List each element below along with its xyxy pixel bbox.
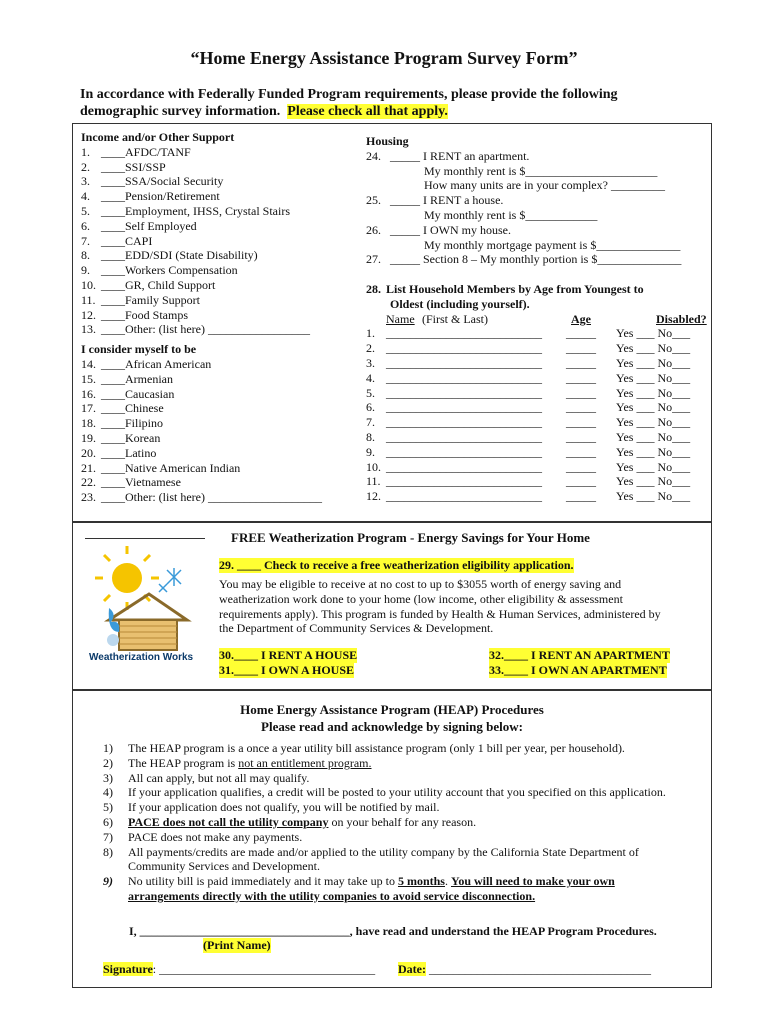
form-title: “Home Energy Assistance Program Survey Form” bbox=[190, 48, 578, 68]
disabled-field[interactable]: Yes ___ No___ bbox=[616, 474, 691, 489]
name-field[interactable]: __________________________ bbox=[386, 385, 542, 400]
procedure-item bbox=[103, 800, 666, 815]
intro-line-1: In accordance with Federally Funded Program requirements, please provide the following bbox=[80, 87, 618, 102]
income-item[interactable] bbox=[81, 308, 322, 323]
signature-field[interactable]: : ____________________________________ bbox=[152, 962, 376, 976]
income-item[interactable] bbox=[81, 263, 322, 278]
disabled-field[interactable]: Yes ___ No___ bbox=[616, 326, 691, 341]
item-number: 1. bbox=[81, 144, 90, 159]
income-item[interactable] bbox=[81, 174, 322, 189]
household-row[interactable] bbox=[366, 429, 691, 445]
item-label: ____GR, Child Support bbox=[101, 277, 216, 292]
item-number: 4. bbox=[81, 189, 90, 204]
item-label: My monthly rent is $____________ bbox=[424, 207, 598, 222]
item-number: 2. bbox=[81, 159, 90, 174]
income-heading: Income and/or Other Support bbox=[81, 130, 235, 144]
housing-line[interactable] bbox=[366, 223, 681, 238]
income-item[interactable] bbox=[81, 160, 322, 175]
disabled-field[interactable]: Yes ___ No___ bbox=[616, 355, 691, 370]
disabled-field[interactable]: Yes ___ No___ bbox=[616, 400, 691, 415]
item-label: _____ I RENT an apartment. bbox=[390, 148, 530, 163]
procedure-number: 5) bbox=[103, 800, 113, 815]
row-number: 11. bbox=[366, 474, 381, 489]
item-number: 24. bbox=[366, 148, 381, 163]
name-field[interactable]: __________________________ bbox=[386, 355, 542, 370]
procedures-list bbox=[103, 741, 666, 904]
item-number: 19. bbox=[81, 430, 96, 445]
item-label: ____Self Employed bbox=[101, 218, 197, 233]
household-row[interactable] bbox=[366, 355, 691, 371]
procedures-heading: Home Energy Assistance Program (HEAP) Procedures bbox=[240, 702, 544, 717]
household-question-line-2: Oldest (including yourself). bbox=[390, 296, 530, 311]
income-item[interactable] bbox=[81, 248, 322, 263]
item-number: 21. bbox=[81, 460, 96, 475]
item-number: 6. bbox=[81, 218, 90, 233]
item-label: ____EDD/SDI (State Disability) bbox=[101, 248, 258, 263]
item-number: 13. bbox=[81, 322, 96, 337]
item-label: _____ I OWN my house. bbox=[390, 222, 511, 237]
row-number: 1. bbox=[366, 326, 375, 341]
item-number: 20. bbox=[81, 445, 96, 460]
ethnicity-item[interactable] bbox=[81, 475, 322, 490]
housing-line[interactable] bbox=[366, 208, 681, 223]
procedure-item bbox=[103, 874, 666, 889]
procedure-text: You will need to make your own bbox=[450, 874, 615, 889]
procedure-item bbox=[103, 830, 666, 845]
item-number: 16. bbox=[81, 386, 96, 401]
demographics-section bbox=[72, 123, 712, 523]
item-number: 11. bbox=[81, 292, 96, 307]
item-label: ____Chinese bbox=[101, 401, 164, 416]
household-row[interactable] bbox=[366, 385, 691, 401]
body-line: requirements apply). This program is funded by Health & Human Services, administered by bbox=[219, 606, 661, 621]
item-label: How many units are in your complex? _________ bbox=[424, 178, 665, 193]
body-line: You may be eligible to receive at no cost to up to $3055 worth of energy saving and bbox=[219, 577, 622, 591]
housing-heading: Housing bbox=[366, 134, 409, 148]
item-number: 26. bbox=[366, 222, 381, 237]
income-item[interactable] bbox=[81, 322, 322, 337]
procedure-text: 5 months bbox=[397, 874, 445, 889]
option-own-house[interactable]: 31.____ I OWN A HOUSE bbox=[219, 663, 355, 677]
date-row bbox=[398, 962, 651, 977]
ethnicity-item[interactable] bbox=[81, 431, 322, 446]
name-field[interactable]: __________________________ bbox=[386, 444, 542, 459]
item-label: ____Food Stamps bbox=[101, 307, 189, 322]
household-section bbox=[366, 282, 707, 504]
household-rows bbox=[366, 326, 691, 504]
procedure-item bbox=[103, 815, 666, 830]
row-number: 7. bbox=[366, 415, 375, 430]
item-label: ____CAPI bbox=[101, 233, 153, 248]
household-row[interactable] bbox=[366, 415, 691, 430]
item-label: ____Pension/Retirement bbox=[101, 189, 220, 204]
print-name-label: (Print Name) bbox=[203, 938, 271, 952]
procedure-number: 1) bbox=[103, 741, 113, 755]
item-number: 7. bbox=[81, 233, 90, 248]
housing-list bbox=[366, 149, 681, 267]
age-field[interactable]: _____ bbox=[566, 489, 596, 504]
disabled-field[interactable]: Yes ___ No___ bbox=[616, 341, 691, 356]
household-row[interactable] bbox=[366, 489, 691, 504]
item-number: 3. bbox=[81, 174, 90, 189]
item-label: ____Family Support bbox=[101, 292, 201, 307]
row-number: 9. bbox=[366, 444, 375, 459]
ethnicity-item[interactable] bbox=[81, 490, 322, 505]
procedure-text: The HEAP program is a once a year utility bill assistance program (only 1 bill per year, per household). bbox=[128, 741, 625, 755]
procedure-item bbox=[103, 859, 666, 874]
age-field[interactable]: _____ bbox=[566, 355, 596, 370]
disabled-field[interactable]: Yes ___ No___ bbox=[616, 370, 691, 385]
weatherization-heading: FREE Weatherization Program - Energy Savings for Your Home bbox=[231, 530, 590, 545]
logo-rule bbox=[85, 538, 205, 539]
row-number: 4. bbox=[366, 370, 375, 385]
name-field[interactable]: __________________________ bbox=[386, 459, 542, 474]
procedure-number: 2) bbox=[103, 755, 113, 770]
disabled-field[interactable]: Yes ___ No___ bbox=[616, 429, 691, 444]
body-line: weatherization work done to your home (low income, other eligibility & assessment bbox=[219, 591, 623, 606]
signature-label: Signature bbox=[103, 962, 153, 976]
procedures-subheading: Please read and acknowledge by signing below: bbox=[261, 719, 523, 734]
house-icon bbox=[109, 594, 187, 650]
item-number: 18. bbox=[81, 416, 96, 431]
housing-line[interactable] bbox=[366, 238, 681, 253]
weatherization-logo bbox=[87, 544, 207, 664]
logo-caption: Weatherization Works bbox=[89, 652, 194, 663]
item-label: ____Korean bbox=[101, 430, 161, 445]
row-number: 2. bbox=[366, 341, 375, 356]
intro-text bbox=[80, 86, 618, 120]
item-label: ____Other: (list here) ___________________ bbox=[101, 490, 322, 505]
name-field[interactable]: __________________________ bbox=[386, 341, 542, 356]
disabled-field[interactable]: Yes ___ No___ bbox=[616, 489, 691, 504]
ethnicity-heading: I consider myself to be bbox=[81, 342, 197, 357]
income-item[interactable] bbox=[81, 234, 322, 249]
procedure-number: 9) bbox=[103, 874, 113, 889]
procedure-text: not an entitlement program. bbox=[238, 755, 372, 770]
housing-line[interactable] bbox=[366, 178, 681, 193]
item-label: ____Latino bbox=[101, 445, 157, 460]
row-number: 8. bbox=[366, 429, 375, 444]
procedure-number: 7) bbox=[103, 829, 113, 844]
disabled-field[interactable]: Yes ___ No___ bbox=[616, 415, 691, 430]
procedure-text: All payments/credits are made and/or applied to the utility company by the California State Department of bbox=[128, 844, 639, 859]
item-number: 27. bbox=[366, 252, 381, 267]
item-number: 8. bbox=[81, 248, 90, 263]
item-label: ____Workers Compensation bbox=[101, 263, 238, 278]
col-age-header: Age bbox=[571, 311, 591, 326]
age-field[interactable]: _____ bbox=[566, 444, 596, 459]
row-number: 6. bbox=[366, 400, 375, 415]
household-row[interactable] bbox=[366, 474, 691, 489]
sun-icon bbox=[95, 546, 159, 610]
body-line: the Department of Community Services & Development. bbox=[219, 621, 494, 636]
col-disabled-header: Disabled? bbox=[656, 311, 707, 326]
item-label: ____Other: (list here) _________________ bbox=[101, 322, 310, 337]
housing-section bbox=[366, 134, 681, 267]
option-own-apartment[interactable]: 33.____ I OWN AN APARTMENT bbox=[489, 663, 667, 677]
income-item[interactable] bbox=[81, 278, 322, 293]
item-number: 10. bbox=[81, 277, 96, 292]
procedure-text: PACE does not make any payments. bbox=[128, 829, 303, 844]
age-field[interactable]: _____ bbox=[566, 385, 596, 400]
ethnicity-item[interactable] bbox=[81, 372, 322, 387]
age-field[interactable]: _____ bbox=[566, 400, 596, 415]
income-item[interactable] bbox=[81, 219, 322, 234]
acknowledgement: I, ___________________________________, have read and understand the HEAP Program Procedures. bbox=[129, 924, 657, 938]
age-field[interactable]: _____ bbox=[566, 370, 596, 385]
procedure-item bbox=[103, 889, 666, 904]
housing-line[interactable] bbox=[366, 252, 681, 267]
disabled-field[interactable]: Yes ___ No___ bbox=[616, 385, 691, 400]
col-name-header: Name bbox=[386, 311, 415, 326]
name-field[interactable]: __________________________ bbox=[386, 489, 542, 504]
item-label: ____Vietnamese bbox=[101, 475, 181, 490]
procedure-text: All can apply, but not all may qualify. bbox=[128, 770, 310, 785]
income-item[interactable] bbox=[81, 204, 322, 219]
weatherization-body bbox=[219, 577, 661, 636]
name-field[interactable]: __________________________ bbox=[386, 326, 542, 341]
col-name-note: (First & Last) bbox=[422, 311, 488, 326]
item-number: 9. bbox=[81, 263, 90, 278]
item-number: 17. bbox=[81, 401, 96, 416]
procedure-item bbox=[103, 845, 666, 860]
item-number: 12. bbox=[81, 307, 96, 322]
ethnicity-item[interactable] bbox=[81, 416, 322, 431]
row-number: 3. bbox=[366, 355, 375, 370]
date-field[interactable]: _____________________________________ bbox=[425, 962, 651, 976]
item-label: My monthly rent is $______________________ bbox=[424, 163, 658, 178]
disabled-field[interactable]: Yes ___ No___ bbox=[616, 444, 691, 459]
procedure-text: arrangements directly with the utility companies to avoid service disconnection. bbox=[128, 888, 536, 903]
snowflake-icon bbox=[159, 568, 181, 592]
intro-highlight: Please check all that apply. bbox=[287, 104, 448, 119]
item-number: 25. bbox=[366, 193, 381, 208]
procedure-text: . bbox=[444, 874, 451, 889]
item-label: ____SSI/SSP bbox=[101, 159, 166, 174]
age-field[interactable]: _____ bbox=[566, 341, 596, 356]
procedure-item bbox=[103, 741, 666, 756]
disabled-field[interactable]: Yes ___ No___ bbox=[616, 459, 691, 474]
item-number: 23. bbox=[81, 490, 96, 505]
procedure-number: 4) bbox=[103, 785, 113, 800]
intro-line-2: demographic survey information. Please check all that apply. bbox=[80, 104, 448, 119]
item-label: ____Employment, IHSS, Crystal Stairs bbox=[101, 203, 290, 218]
ethnicity-item[interactable] bbox=[81, 446, 322, 461]
procedure-item bbox=[103, 756, 666, 771]
name-field[interactable]: __________________________ bbox=[386, 429, 542, 444]
household-header bbox=[366, 311, 707, 327]
option-rent-apartment[interactable]: 32.____ I RENT AN APARTMENT bbox=[489, 648, 670, 662]
name-field[interactable]: __________________________ bbox=[386, 370, 542, 385]
procedure-text: Community Services and Development. bbox=[128, 859, 320, 874]
age-field[interactable]: _____ bbox=[566, 326, 596, 341]
name-field[interactable]: __________________________ bbox=[386, 415, 542, 430]
housing-line[interactable] bbox=[366, 149, 681, 164]
procedure-number: 6) bbox=[103, 814, 113, 829]
procedure-text: If your application does not qualify, you will be notified by mail. bbox=[128, 800, 440, 815]
row-number: 5. bbox=[366, 385, 375, 400]
household-row[interactable] bbox=[366, 326, 691, 341]
ethnicity-item[interactable] bbox=[81, 401, 322, 416]
procedure-number: 3) bbox=[103, 770, 113, 785]
income-item[interactable] bbox=[81, 189, 322, 204]
procedure-number: 8) bbox=[103, 844, 113, 859]
ethnicity-item[interactable] bbox=[81, 387, 322, 402]
date-label: Date: bbox=[398, 962, 426, 976]
household-row[interactable] bbox=[366, 341, 691, 356]
procedure-item bbox=[103, 785, 666, 800]
row-number: 12. bbox=[366, 489, 381, 504]
income-list bbox=[81, 145, 322, 337]
household-row[interactable] bbox=[366, 400, 691, 415]
procedure-text: No utility bill is paid immediately and it may take up to bbox=[128, 874, 398, 889]
option-rent-house[interactable]: 30.____ I RENT A HOUSE bbox=[219, 648, 358, 662]
item-label: ____African American bbox=[101, 356, 212, 371]
income-section bbox=[81, 130, 322, 505]
household-row[interactable] bbox=[366, 444, 691, 460]
weatherization-section bbox=[72, 521, 712, 691]
procedure-text: The HEAP program is bbox=[128, 755, 239, 770]
ethnicity-item[interactable] bbox=[81, 461, 322, 476]
income-item[interactable] bbox=[81, 145, 322, 160]
item-number: 14. bbox=[81, 356, 96, 371]
item-label: ____SSA/Social Security bbox=[101, 174, 224, 189]
household-question: 28. List Household Members by Age from Youngest to bbox=[366, 282, 644, 296]
age-field[interactable]: _____ bbox=[566, 415, 596, 430]
item-label: ____Native American Indian bbox=[101, 460, 241, 475]
name-field[interactable]: __________________________ bbox=[386, 474, 542, 489]
item-label: ____Caucasian bbox=[101, 386, 175, 401]
row-number: 10. bbox=[366, 459, 381, 474]
procedures-section bbox=[72, 689, 712, 988]
procedure-text: on your behalf for any reason. bbox=[328, 814, 477, 829]
household-row[interactable] bbox=[366, 370, 691, 386]
housing-line[interactable] bbox=[366, 164, 681, 179]
income-item[interactable] bbox=[81, 293, 322, 308]
item-number: 15. bbox=[81, 371, 96, 386]
household-row[interactable] bbox=[366, 459, 691, 475]
item-label: _____ I RENT a house. bbox=[390, 193, 504, 208]
housing-line[interactable] bbox=[366, 193, 681, 208]
item-number: 5. bbox=[81, 203, 90, 218]
item-number: 22. bbox=[81, 475, 96, 490]
item-label: ____Armenian bbox=[101, 371, 173, 386]
age-field[interactable]: _____ bbox=[566, 474, 596, 489]
item-label: _____ Section 8 – My monthly portion is $______________ bbox=[390, 252, 682, 267]
age-field[interactable]: _____ bbox=[566, 429, 596, 444]
ethnicity-item[interactable] bbox=[81, 357, 322, 372]
item-label: My monthly mortgage payment is $______________ bbox=[424, 237, 681, 252]
signature-row bbox=[103, 962, 375, 977]
procedure-text: If your application qualifies, a credit will be posted to your utility account that you specified on this application. bbox=[128, 785, 666, 800]
weatherization-check[interactable]: 29. ____ Check to receive a free weatherization eligibility application. bbox=[219, 558, 574, 572]
item-label: ____AFDC/TANF bbox=[101, 144, 191, 159]
item-label: ____Filipino bbox=[101, 416, 164, 431]
name-field[interactable]: __________________________ bbox=[386, 400, 542, 415]
age-field[interactable]: _____ bbox=[566, 459, 596, 474]
procedure-item bbox=[103, 771, 666, 786]
ethnicity-list bbox=[81, 357, 322, 505]
procedure-text: PACE does not call the utility company bbox=[128, 814, 329, 829]
